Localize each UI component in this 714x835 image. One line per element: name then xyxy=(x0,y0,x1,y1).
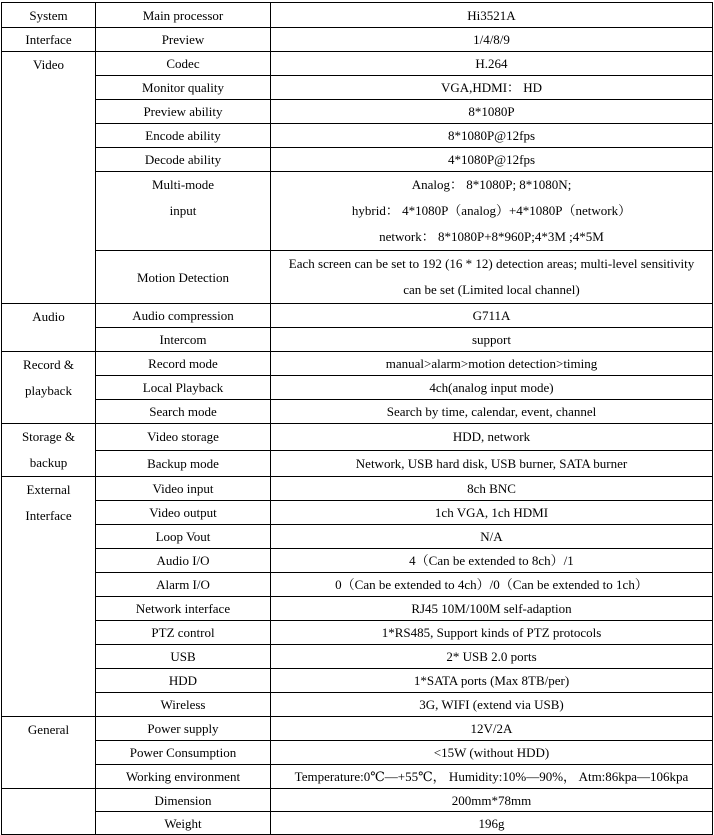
spec-name: Power Consumption xyxy=(96,741,271,765)
table-row xyxy=(2,717,713,741)
spec-name: Preview xyxy=(96,28,271,52)
spec-name: Audio compression xyxy=(96,304,271,328)
spec-value: Temperature:0℃—+55℃， Humidity:10%—90%， Atm:86kpa—106kpa xyxy=(271,765,713,789)
group-label: Storage & xyxy=(21,429,76,444)
spec-name: Backup mode xyxy=(96,450,271,477)
table-row xyxy=(2,124,713,148)
group-cell: System xyxy=(2,3,96,28)
spec-value-line: can be set (Limited local channel) xyxy=(403,282,580,297)
spec-name xyxy=(96,172,271,251)
group-label: Audio xyxy=(32,309,65,324)
group-cell xyxy=(2,789,96,835)
table-row xyxy=(2,148,713,172)
table-row xyxy=(2,741,713,765)
table-row xyxy=(2,52,713,76)
group-label: External xyxy=(26,482,71,497)
table-row xyxy=(2,525,713,549)
spec-value: 196g xyxy=(271,812,713,835)
spec-name: Codec xyxy=(96,52,271,76)
spec-name: Record mode xyxy=(96,352,271,376)
spec-value-line: Each screen can be set to 192 (16 * 12) detection areas; multi-level sensitivity xyxy=(288,256,695,271)
table-row xyxy=(2,450,713,477)
table-row xyxy=(2,100,713,124)
spec-name: Dimension xyxy=(96,789,271,812)
group-cell xyxy=(2,52,96,304)
spec-value: 8ch BNC xyxy=(271,477,713,501)
spec-value: 12V/2A xyxy=(271,717,713,741)
spec-value: 0（Can be extended to 4ch）/0（Can be extended to 1ch） xyxy=(271,573,713,597)
table-row xyxy=(2,28,713,52)
spec-table xyxy=(1,2,713,835)
spec-value: 1*RS485, Support kinds of PTZ protocols xyxy=(271,621,713,645)
spec-value: 8*1080P@12fps xyxy=(271,124,713,148)
table-row xyxy=(2,251,713,304)
table-row xyxy=(2,597,713,621)
spec-value: 4ch(analog input mode) xyxy=(271,376,713,400)
group-label: playback xyxy=(25,383,72,398)
spec-value: Hi3521A xyxy=(271,3,713,28)
spec-value: 2* USB 2.0 ports xyxy=(271,645,713,669)
spec-name: Weight xyxy=(96,812,271,835)
table-row xyxy=(2,812,713,835)
spec-name: Video storage xyxy=(96,424,271,451)
spec-name: PTZ control xyxy=(96,621,271,645)
spec-value: G711A xyxy=(271,304,713,328)
spec-name: Main processor xyxy=(96,3,271,28)
table-row xyxy=(2,669,713,693)
spec-value: 200mm*78mm xyxy=(271,789,713,812)
spec-value: 4（Can be extended to 8ch）/1 xyxy=(271,549,713,573)
group-cell: Interface xyxy=(2,28,96,52)
spec-name: Video output xyxy=(96,501,271,525)
spec-name: Video input xyxy=(96,477,271,501)
spec-name: Wireless xyxy=(96,693,271,717)
spec-value: HDD, network xyxy=(271,424,713,451)
table-row xyxy=(2,3,713,28)
spec-name: Network interface xyxy=(96,597,271,621)
group-cell xyxy=(2,424,96,477)
spec-value xyxy=(271,251,713,304)
spec-value: 8*1080P xyxy=(271,100,713,124)
spec-name: USB xyxy=(96,645,271,669)
spec-name: Motion Detection xyxy=(96,251,271,304)
spec-value: RJ45 10M/100M self-adaption xyxy=(271,597,713,621)
table-row xyxy=(2,621,713,645)
spec-value: <15W (without HDD) xyxy=(271,741,713,765)
spec-name: Local Playback xyxy=(96,376,271,400)
table-row xyxy=(2,765,713,789)
spec-name-line: input xyxy=(169,203,197,218)
spec-name: Decode ability xyxy=(96,148,271,172)
group-cell xyxy=(2,717,96,789)
spec-name: Encode ability xyxy=(96,124,271,148)
table-row xyxy=(2,477,713,501)
spec-name: HDD xyxy=(96,669,271,693)
spec-value: H.264 xyxy=(271,52,713,76)
spec-name: Intercom xyxy=(96,328,271,352)
spec-value xyxy=(271,172,713,251)
spec-value: 1*SATA ports (Max 8TB/per) xyxy=(271,669,713,693)
table-row xyxy=(2,693,713,717)
table-row xyxy=(2,76,713,100)
spec-value: support xyxy=(271,328,713,352)
table-row xyxy=(2,172,713,251)
table-row xyxy=(2,424,713,451)
spec-value: 3G, WIFI (extend via USB) xyxy=(271,693,713,717)
spec-value: Network, USB hard disk, USB burner, SATA burner xyxy=(271,450,713,477)
spec-value: 1/4/8/9 xyxy=(271,28,713,52)
group-label: Record & xyxy=(23,357,74,372)
spec-name: Monitor quality xyxy=(96,76,271,100)
spec-name: Preview ability xyxy=(96,100,271,124)
spec-value-line: hybrid： 4*1080P（analog）+4*1080P（network） xyxy=(351,203,632,218)
table-row xyxy=(2,328,713,352)
table-row xyxy=(2,352,713,376)
group-label: backup xyxy=(29,455,68,470)
group-cell xyxy=(2,352,96,424)
spec-name: Audio I/O xyxy=(96,549,271,573)
table-row xyxy=(2,501,713,525)
spec-value: 1ch VGA, 1ch HDMI xyxy=(271,501,713,525)
spec-name: Power supply xyxy=(96,717,271,741)
group-cell xyxy=(2,477,96,717)
spec-name-line: Multi-mode xyxy=(151,177,215,192)
group-label: Interface xyxy=(25,508,72,523)
table-row xyxy=(2,573,713,597)
spec-value: manual>alarm>motion detection>timing xyxy=(271,352,713,376)
spec-name: Alarm I/O xyxy=(96,573,271,597)
spec-name: Search mode xyxy=(96,400,271,424)
table-row xyxy=(2,549,713,573)
table-row xyxy=(2,789,713,812)
spec-value: N/A xyxy=(271,525,713,549)
table-row xyxy=(2,400,713,424)
group-cell xyxy=(2,304,96,352)
spec-value-line: network： 8*1080P+8*960P;4*3M ;4*5M xyxy=(379,229,604,244)
spec-value: Search by time, calendar, event, channel xyxy=(271,400,713,424)
spec-value: VGA,HDMI： HD xyxy=(271,76,713,100)
spec-name: Working environment xyxy=(96,765,271,789)
group-label: General xyxy=(27,722,70,737)
group-label: Video xyxy=(33,57,64,72)
table-row xyxy=(2,304,713,328)
spec-name: Loop Vout xyxy=(96,525,271,549)
spec-value-line: Analog： 8*1080P; 8*1080N; xyxy=(411,177,572,192)
spec-value: 4*1080P@12fps xyxy=(271,148,713,172)
table-row xyxy=(2,376,713,400)
table-row xyxy=(2,645,713,669)
